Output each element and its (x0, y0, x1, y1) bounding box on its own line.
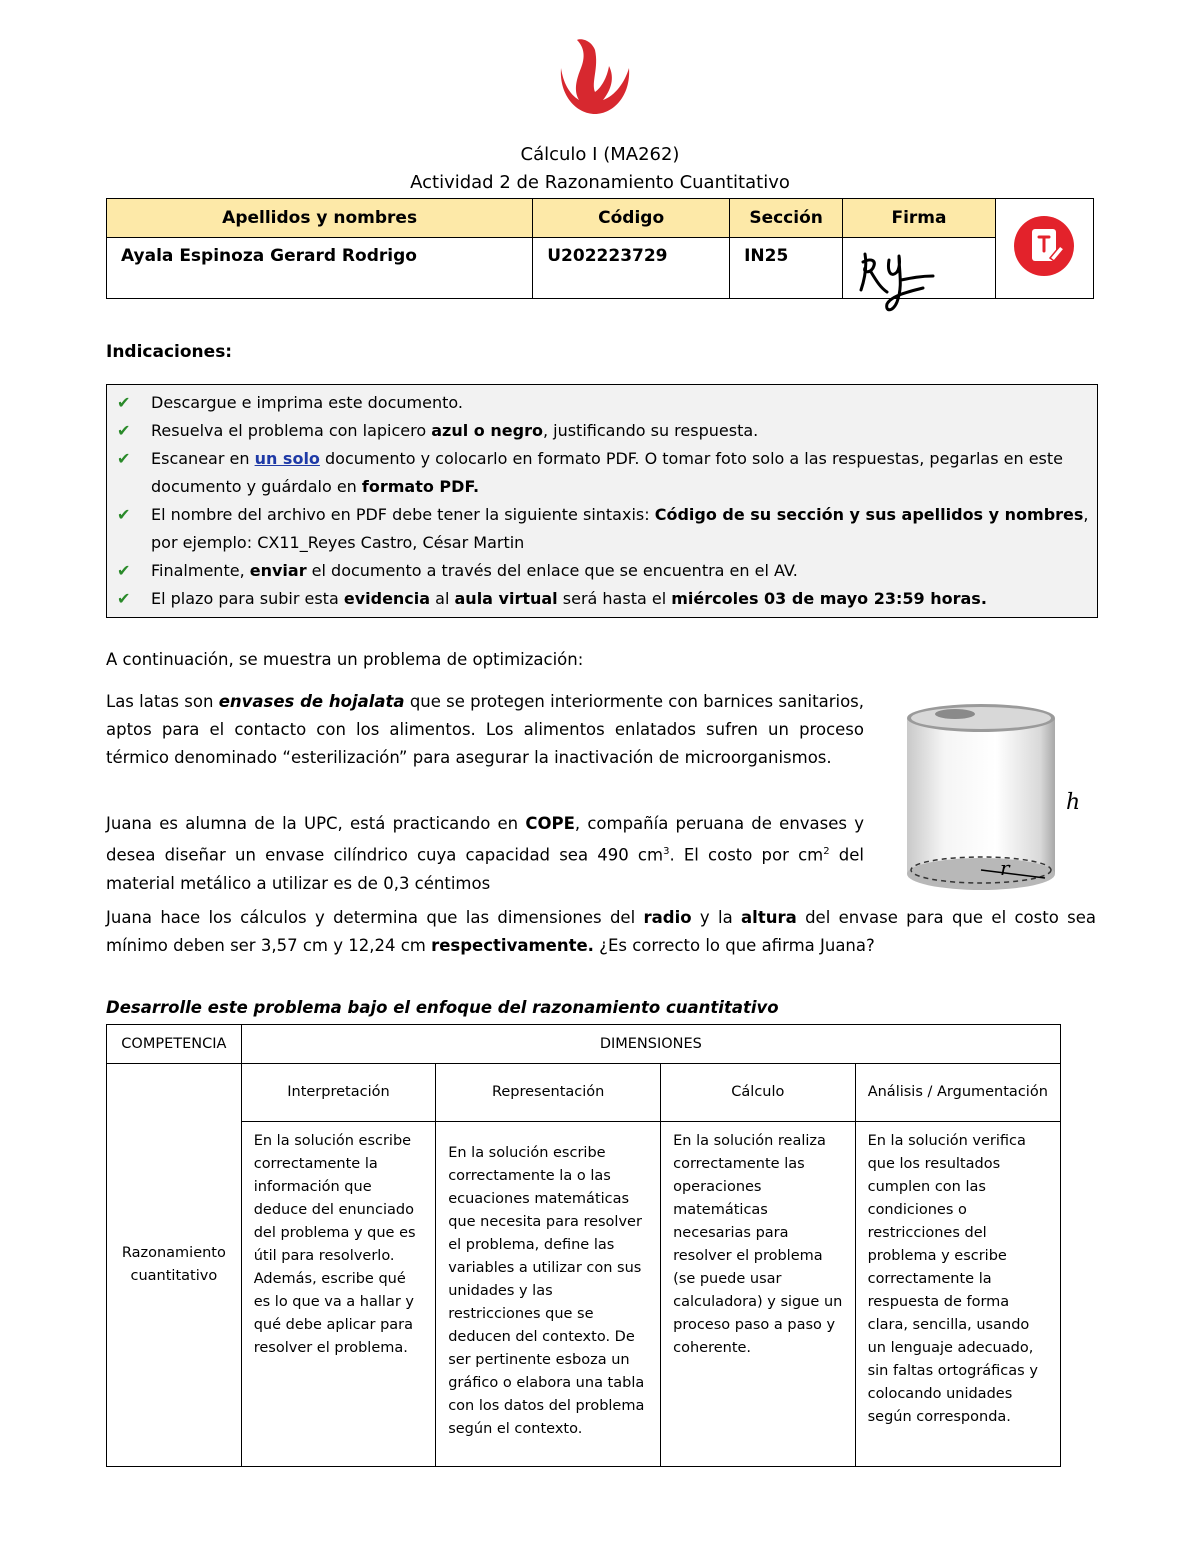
text-run: que se protegen interiormente con barnices sanitarios, aptos para el contacto con los alimentos. Los alimentos enlatados sufren un proceso térmico denominado “esterilización” para asegurar la inactivación de microorganismos. (106, 692, 865, 767)
text-run: Escanear en (151, 449, 255, 468)
header-signature: Firma (843, 199, 996, 238)
problem-intro: A continuación, se muestra un problema de optimización: (106, 650, 584, 669)
text-run: del envase para que el costo sea mínimo deben ser 3,57 cm y 12,24 cm (106, 908, 1096, 955)
text-run: un solo (254, 449, 320, 468)
problem-paragraph-2 (106, 810, 864, 898)
can-illustration (895, 700, 1085, 900)
text-run: Descargue e imprima este documento. (151, 393, 463, 412)
tin-can-icon (895, 700, 1085, 900)
student-info-table (106, 198, 1094, 299)
rubric-competencia-header: COMPETENCIA (107, 1025, 242, 1064)
text-run: Finalmente, (151, 561, 250, 580)
text-run: miércoles 03 de mayo 23:59 horas. (671, 589, 987, 608)
text-run: Código de su sección y sus apellidos y nombres (654, 505, 1084, 524)
text-run: será hasta el (557, 589, 672, 608)
text-run: 2 (823, 846, 830, 857)
indication-item (117, 557, 1097, 585)
text-run: respectivamente. (431, 936, 594, 955)
text-run: radio (643, 908, 692, 927)
indications-title: Indicaciones: (106, 342, 233, 362)
text-run: , por ejemplo: CX11_Reyes Castro, César Martin (151, 505, 1089, 552)
checkmark-icon: ✔ (117, 589, 131, 608)
handwritten-signature-icon (851, 242, 951, 322)
checkmark-icon: ✔ (117, 449, 131, 468)
dim-interpretacion: Interpretación (241, 1064, 435, 1122)
indication-item (117, 389, 1097, 417)
badge-cell (995, 199, 1093, 299)
text-run: azul o negro (431, 421, 543, 440)
text-run: al (430, 589, 455, 608)
rubric-dimensiones-header: DIMENSIONES (241, 1025, 1060, 1064)
problem-paragraph-3 (106, 904, 1096, 960)
text-run: El plazo para subir esta (151, 589, 344, 608)
text-run: , justificando su respuesta. (542, 421, 759, 440)
course-title: Cálculo I (MA262) (520, 144, 680, 165)
text-run: Juana hace los cálculos y determina que las dimensiones del (106, 908, 644, 927)
text-run: y la (691, 908, 742, 927)
problem-paragraph-1 (106, 688, 864, 772)
indication-item (117, 501, 1097, 557)
text-run: el documento a través del enlace que se encuentra en el AV. (306, 561, 798, 580)
indications-box (106, 384, 1098, 618)
text-run: COPE (525, 814, 575, 833)
text-run: evidencia (343, 589, 431, 608)
rubric-competencia: Razonamiento cuantitativo (107, 1064, 242, 1467)
text-run: documento y colocarlo en formato PDF. O tomar foto solo a las respuestas, pegarlas en este documento y guárdalo en (151, 449, 1064, 496)
dim-representacion: Representación (436, 1064, 661, 1122)
text-run: , compañía peruana de envases y desea diseñar un envase cilíndrico cuya capacidad sea 490 cm (106, 814, 864, 865)
upc-flame-logo-icon (555, 38, 635, 118)
checkmark-icon: ✔ (117, 393, 131, 412)
indication-item (117, 585, 1097, 613)
upc-logo (555, 38, 635, 118)
indications-list (107, 385, 1097, 617)
student-section: IN25 (730, 238, 843, 299)
label-radius: r (1000, 856, 1010, 880)
rubric-table (106, 1024, 1061, 1467)
text-run: Resuelva el problema con lapicero (151, 421, 432, 440)
indication-item (117, 417, 1097, 445)
dim-analisis: Análisis / Argumentación (855, 1064, 1060, 1122)
desc-interpretacion: En la solución escribe correctamente la información que deduce del enunciado del problema y que es útil para resolverlo. Además, escribe qué es lo que va a hallar y qué debe aplicar para resolver el problema. (241, 1122, 435, 1467)
rubric-title: Desarrolle este problema bajo el enfoque del razonamiento cuantitativo (106, 998, 779, 1017)
desc-calculo: En la solución realiza correctamente las operaciones matemáticas necesarias para resolver el problema (se puede usar calculadora) y sigue un proceso paso a paso y coherente. (661, 1122, 855, 1467)
text-run: del material metálico a utilizar es de 0,3 céntimos (106, 845, 864, 893)
dim-calculo: Cálculo (661, 1064, 855, 1122)
activity-title: Actividad 2 de Razonamiento Cuantitativo (410, 172, 790, 193)
checkmark-icon: ✔ (117, 561, 131, 580)
student-code: U202223729 (533, 238, 730, 299)
label-height: h (1066, 790, 1081, 815)
text-run: Juana es alumna de la UPC, está practicando en (106, 814, 526, 833)
text-run: 3 (663, 846, 670, 857)
desc-representacion: En la solución escribe correctamente la o las ecuaciones matemáticas que necesita para resolver el problema, define las variables a utilizar con sus unidades y las restricciones que se deducen del contexto. De ser pertinente esboza un gráfico o elabora una tabla con los datos del problema según el contexto. (436, 1122, 661, 1467)
student-name: Ayala Espinoza Gerard Rodrigo (107, 238, 533, 299)
text-run: Las latas son (106, 692, 219, 711)
desc-analisis: En la solución verifica que los resultados cumplen con las condiciones o restricciones del problema y escribe correctamente la respuesta de forma clara, sencilla, usando un lenguaje adecuado, sin faltas ortográficas y colocando unidades según corresponda. (855, 1122, 1060, 1467)
text-run: aula virtual (454, 589, 558, 608)
checkmark-icon: ✔ (117, 505, 131, 524)
text-run: . El costo por cm (669, 845, 824, 865)
tutor-edit-icon (1012, 214, 1076, 278)
header-name: Apellidos y nombres (107, 199, 533, 238)
header-code: Código (533, 199, 730, 238)
indication-item (117, 445, 1097, 501)
text-run: formato PDF. (361, 477, 480, 496)
text-run: enviar (249, 561, 307, 580)
text-run: envases de hojalata (218, 692, 405, 711)
checkmark-icon: ✔ (117, 421, 131, 440)
signature-cell (843, 238, 996, 299)
header-section: Sección (730, 199, 843, 238)
text-run: altura (741, 908, 797, 927)
text-run: El nombre del archivo en PDF debe tener la siguiente sintaxis: (151, 505, 655, 524)
text-run: ¿Es correcto lo que afirma Juana? (593, 936, 875, 955)
